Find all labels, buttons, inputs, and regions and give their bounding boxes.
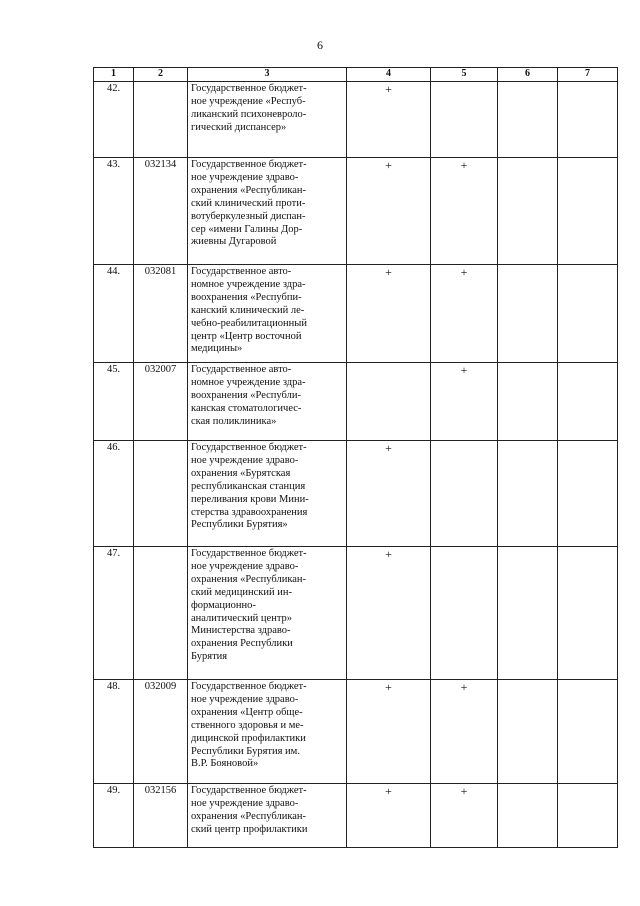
mark-col7 — [558, 363, 618, 441]
mark-col5: + — [431, 363, 498, 441]
row-number: 48. — [94, 680, 134, 784]
mark-col6 — [498, 265, 558, 363]
row-code — [134, 82, 188, 158]
column-header: 2 — [134, 68, 188, 82]
row-number: 49. — [94, 784, 134, 848]
row-code: 032134 — [134, 158, 188, 265]
row-code: 032081 — [134, 265, 188, 363]
row-number: 47. — [94, 547, 134, 680]
row-number: 43. — [94, 158, 134, 265]
column-header: 7 — [558, 68, 618, 82]
mark-col6 — [498, 441, 558, 547]
row-number: 42. — [94, 82, 134, 158]
mark-col7 — [558, 158, 618, 265]
table-row — [94, 82, 618, 158]
mark-col5: + — [431, 265, 498, 363]
institution-name: Государственное бюджет- ное учреждение здраво- охранения «Республикан- ский клинический проти- вотуберкулезный диспан- сер «имени Галины Дор- жиевны Дугаровой — [188, 158, 347, 265]
column-header: 3 — [188, 68, 347, 82]
mark-col5 — [431, 441, 498, 547]
table-row — [94, 680, 618, 784]
institution-name: Государственное авто- номное учреждение здра- воохранения «Респубпи- канский клинический ле- чебно-реабилитационный центр «Центр восточной медицины» — [188, 265, 347, 363]
column-header: 6 — [498, 68, 558, 82]
mark-col5: + — [431, 158, 498, 265]
mark-col7 — [558, 82, 618, 158]
institution-name: Государственное бюджет- ное учреждение здраво- охранения «Центр обще- ственного здоровья и ме- дицинской профилактики Республики Бурятия им. В.Р. Бояновой» — [188, 680, 347, 784]
mark-col7 — [558, 784, 618, 848]
mark-col6 — [498, 680, 558, 784]
header-row — [94, 68, 618, 82]
row-code — [134, 441, 188, 547]
mark-col4: + — [347, 547, 431, 680]
table-row — [94, 784, 618, 848]
row-number: 45. — [94, 363, 134, 441]
page-number: 6 — [317, 38, 323, 52]
mark-col6 — [498, 547, 558, 680]
mark-col6 — [498, 363, 558, 441]
table-row — [94, 265, 618, 363]
mark-col4: + — [347, 680, 431, 784]
mark-col4: + — [347, 784, 431, 848]
institution-name: Государственное бюджет- ное учреждение здраво- охранения «Республикан- ский центр профилактики — [188, 784, 347, 848]
table-row — [94, 363, 618, 441]
institutions-table — [93, 67, 618, 848]
mark-col4: + — [347, 441, 431, 547]
institution-name: Государственное бюджет- ное учреждение здраво- охранения «Бурятская республиканская станция переливания крови Мини- стерства здравоохранения Республики Бурятия» — [188, 441, 347, 547]
mark-col5: + — [431, 784, 498, 848]
mark-col7 — [558, 441, 618, 547]
mark-col4 — [347, 363, 431, 441]
table-row — [94, 441, 618, 547]
mark-col7 — [558, 547, 618, 680]
row-code: 032156 — [134, 784, 188, 848]
institution-name: Государственное авто- номное учреждение здра- воохранения «Республи- канская стоматологичес- ская поликлиника» — [188, 363, 347, 441]
mark-col6 — [498, 784, 558, 848]
mark-col4: + — [347, 158, 431, 265]
mark-col6 — [498, 82, 558, 158]
mark-col7 — [558, 680, 618, 784]
institution-name: Государственное бюджет- ное учреждение здраво- охранения «Республикан- ский медицинский ин- формационно- аналитический центр» Министерства здраво- охранения Республики Бурятия — [188, 547, 347, 680]
mark-col5 — [431, 82, 498, 158]
mark-col6 — [498, 158, 558, 265]
column-header: 5 — [431, 68, 498, 82]
column-header: 1 — [94, 68, 134, 82]
row-code: 032009 — [134, 680, 188, 784]
row-number: 46. — [94, 441, 134, 547]
mark-col4: + — [347, 82, 431, 158]
row-code: 032007 — [134, 363, 188, 441]
table-row — [94, 158, 618, 265]
column-header: 4 — [347, 68, 431, 82]
mark-col5 — [431, 547, 498, 680]
institution-name: Государственное бюджет- ное учреждение «Респуб- ликанский психоневроло- гический диспансер» — [188, 82, 347, 158]
mark-col7 — [558, 265, 618, 363]
row-number: 44. — [94, 265, 134, 363]
row-code — [134, 547, 188, 680]
mark-col4: + — [347, 265, 431, 363]
mark-col5: + — [431, 680, 498, 784]
table-row — [94, 547, 618, 680]
